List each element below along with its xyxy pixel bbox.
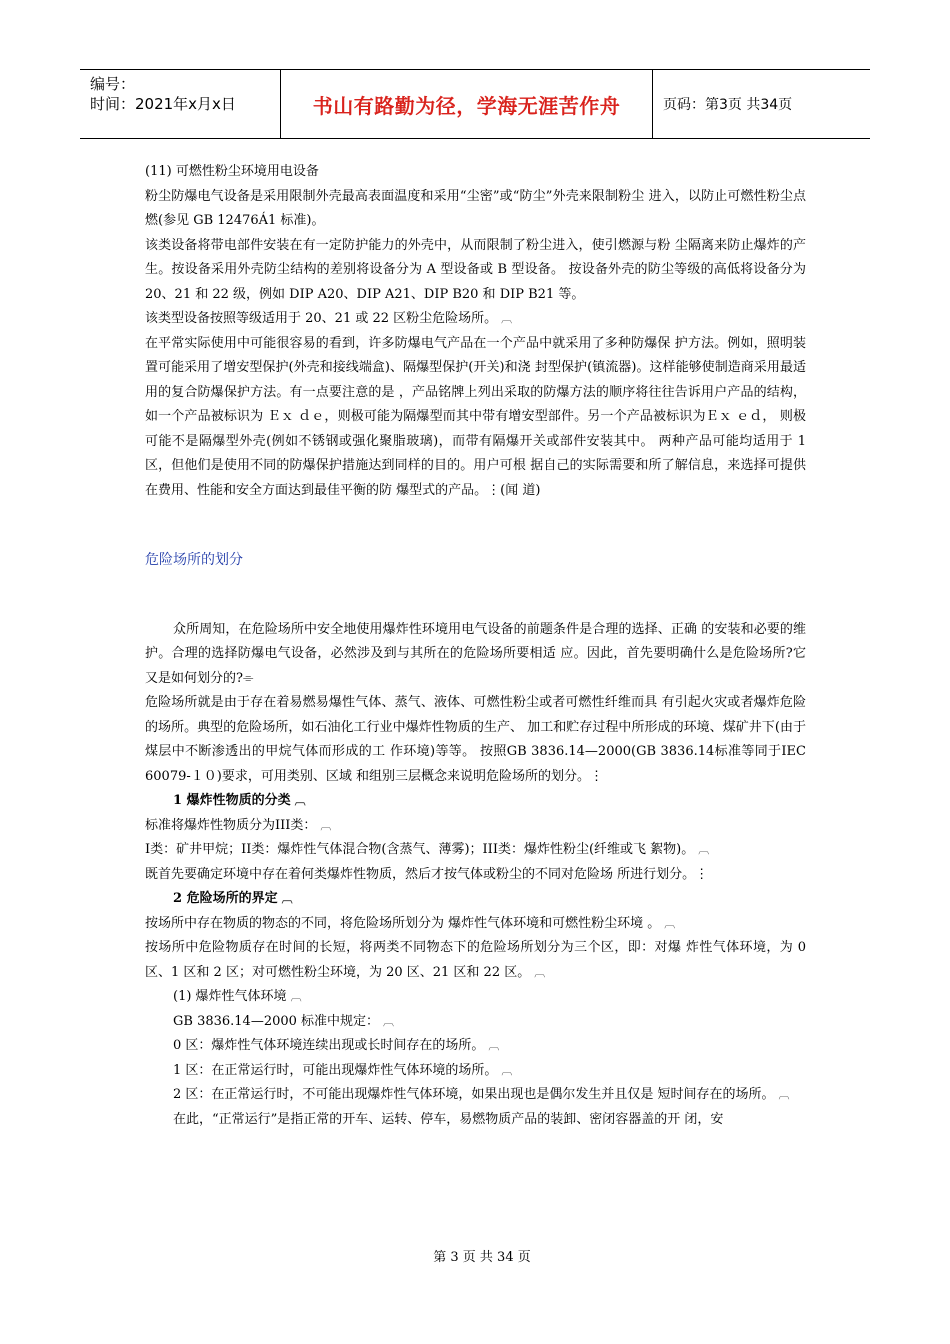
header-motto: 书山有路勤为径，学海无涯苦作舟 <box>280 70 653 138</box>
subheading-definition: 2 危险场所的界定 ︹ <box>173 891 293 906</box>
paragraph-with-mark: 按场所中危险物质存在时间的长短，将两类不同物态下的危险场所划分为三个区，即：对爆 炸性气体环境，为 0 区、1 区和 2 区；对可燃性粉尘环境，为 20 区、21 区和 22 区。 ︹ <box>145 940 806 980</box>
paragraph: 在此，“正常运行”是指正常的开车、运转、停车，易燃物质产品的装卸、密闭容器盖的开 闭，安 <box>173 1111 724 1127</box>
paragraph-mark-icon: ︹ <box>320 818 332 832</box>
document-number: 编号： <box>90 75 136 93</box>
paragraph: 危险场所就是由于存在着易燃易爆性气体、蒸气、液体、可燃性粉尘或者可燃性纤维而具 有引起火灾或者爆炸危险的场所。典型的危险场所，如石油化工行业中爆炸性物质的生产、 加工和贮存过程中所形成的环境、煤矿井下(由于煤层中不断渗透出的甲烷气体而形成的工 作环境)等等。 按照GB 3836.14—2000(GB 3836.14标准等同于IEC 60079-１０)要求，可用类别、区域 和组别三层概念来说明危险场所的划分。⋮ <box>145 695 806 784</box>
paragraph-mark-icon: ︹ <box>778 1088 790 1101</box>
paragraph: 在平常实际使用中可能很容易的看到，许多防爆电气产品在一个产品中就采用了多种防爆保 护方法。例如，照明装置可能采用了增安型保护(外壳和接线端盒)、隔爆型保护(开关)和浇 封型保护(镇流器)。这样能够使制造商采用最适用的复合防爆保护方法。有一点要注意的是 ，产品铭牌上列出采取的防爆方法的顺序将往往告诉用户产品的结构，如一个产品被标识为 Ｅｘ ｄｅ，则极可能为隔爆型而其中带有增安型部件。另一个产品被标识为Ｅｘ ｅｄ， 则极可能不是隔爆型外壳(例如不锈钢或强化聚脂玻璃)，而带有隔爆开关或部件安装其中。 两种产品可能均适用于 1 区，但他们是使用不同的防爆保护措施达到同样的目的。用户可根 据自己的实际需要和所了解信息，来选择可提供在费用、性能和安全方面达到最佳平衡的防 爆型式的产品。⋮(闻 道) <box>145 335 806 498</box>
paragraph-with-mark <box>145 307 806 332</box>
paragraph-mark-icon: ︹ <box>664 916 676 930</box>
paragraph: 粉尘防爆电气设备是采用限制外壳最高表面温度和采用“尘密”或“防尘”外壳来限制粉尘 进入，以防止可燃性粉尘点燃(参见 GB 12476Á1 标准)。 <box>145 188 806 228</box>
header-page-info: 页码：第3页 共34页 <box>663 97 793 113</box>
paragraph-mark-icon: ︹ <box>294 794 306 807</box>
subheading-gas-environment: (1) 爆炸性气体环境 ︹ <box>173 989 302 1004</box>
paragraph-with-mark: I类：矿井甲烷；II类：爆炸性气体混合物(含蒸气、薄雾)；III类：爆炸性粉尘(纤维或飞 絮物)。 ︹ <box>145 842 710 857</box>
page-footer <box>0 1246 950 1265</box>
document-body <box>145 160 806 1132</box>
zone-2-definition: 2 区：在正常运行时，不可能出现爆炸性气体环境，如果出现也是偶尔发生并且仅是 短时间存在的场所。 ︹ <box>173 1087 790 1102</box>
section-title-hazard-areas: 危险场所的划分 <box>145 552 243 568</box>
paragraph-mark-icon: ︹ <box>290 990 302 1003</box>
paragraph: 众所周知，在危险场所中安全地使用爆炸性环境用电气设备的前题条件是合理的选择、正确 的安装和必要的维护。合理的选择防爆电气设备，必然涉及到与其所在的危险场所要相适 应。因此，首先要明确什么是危险场所?它又是如何划分的?⌯ <box>145 621 806 686</box>
paragraph-mark-icon: ︹ <box>383 1014 395 1028</box>
page-header <box>80 69 870 139</box>
paragraph-mark-icon: ︹ <box>501 312 513 325</box>
paragraph: 该类设备将带电部件安装在有一定防护能力的外壳中，从而限制了粉尘进入，使引燃源与粉 尘隔离来防止爆炸的产生。按设备采用外壳防尘结构的差别将设备分为 A 型设备或 B 型设备。 按设备外壳的防尘等级的高低将设备分为 20、21 和 22 级，例如 DIP A20、DIP A21、DIP B20 和 DIP B21 等。 <box>145 237 806 302</box>
paragraph: 既首先要确定环境中存在着何类爆炸性物质，然后才按气体或粉尘的不同对危险场 所进行划分。⋮ <box>145 866 709 882</box>
footer-page-number: 第 3 页 共 34 页 <box>433 1250 531 1265</box>
section-heading-dust-equipment: (11) 可燃性粉尘环境用电设备 <box>145 164 319 179</box>
subheading-classification: 1 爆炸性物质的分类 ︹ <box>173 793 306 808</box>
paragraph-with-mark: GB 3836.14—2000 标准中规定： ︹ <box>173 1013 395 1029</box>
paragraph-mark-icon: ︹ <box>534 965 546 979</box>
zone-1-definition: 1 区：在正常运行时，可能出现爆炸性气体环境的场所。 ︹ <box>173 1062 513 1078</box>
paragraph-mark-icon: ︹ <box>698 843 710 856</box>
paragraph-with-mark: 按场所中存在物质的物态的不同，将危险场所划分为 爆炸性气体环境和可燃性粉尘环境 。 ︹ <box>145 915 676 931</box>
paragraph-mark-icon: ︹ <box>281 892 293 905</box>
header-left-cell <box>80 70 280 138</box>
zone-0-definition: 0 区：爆炸性气体环境连续出现或长时间存在的场所。 ︹ <box>173 1038 500 1053</box>
paragraph-text: 该类型设备按照等级适用于 20、21 或 22 区粉尘危险场所。 <box>145 311 498 326</box>
paragraph-with-mark: 标准将爆炸性物质分为III类： ︹ <box>145 817 332 833</box>
paragraph-mark-icon: ︹ <box>501 1063 513 1077</box>
document-date: 时间：2021年x月x日 <box>90 95 236 113</box>
paragraph-mark-icon: ︹ <box>488 1039 500 1052</box>
